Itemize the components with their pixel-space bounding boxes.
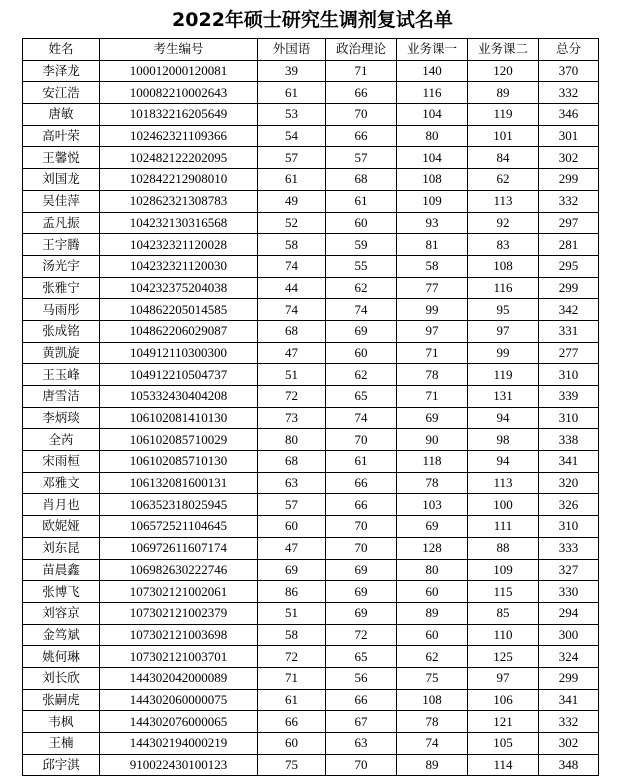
header-total: 总分 [539,39,599,61]
cell-politics: 70 [326,104,397,126]
cell-candidate-id: 104912110300300 [100,342,258,364]
cell-foreign-language: 53 [258,104,326,126]
cell-name: 欧妮娅 [23,516,100,538]
cell-name: 金笃斌 [23,624,100,646]
candidate-table [22,38,599,776]
cell-candidate-id: 104232321120028 [100,234,258,256]
cell-total: 299 [539,169,599,191]
cell-candidate-id: 107302121002061 [100,581,258,603]
cell-name: 高叶荣 [23,125,100,147]
cell-total: 320 [539,472,599,494]
table-row [23,451,599,473]
cell-name: 王楠 [23,733,100,755]
cell-subject-one: 58 [397,255,468,277]
cell-candidate-id: 106102081410130 [100,407,258,429]
table-row [23,125,599,147]
cell-total: 295 [539,255,599,277]
cell-politics: 70 [326,754,397,776]
cell-candidate-id: 102842212908010 [100,169,258,191]
cell-candidate-id: 104912210504737 [100,364,258,386]
table-row [23,646,599,668]
cell-politics: 55 [326,255,397,277]
cell-total: 297 [539,212,599,234]
cell-subject-one: 74 [397,733,468,755]
cell-politics: 69 [326,602,397,624]
cell-politics: 63 [326,733,397,755]
cell-total: 300 [539,624,599,646]
table-row [23,689,599,711]
cell-foreign-language: 47 [258,342,326,364]
cell-subject-two: 100 [468,494,539,516]
cell-subject-two: 119 [468,364,539,386]
cell-subject-one: 69 [397,516,468,538]
cell-candidate-id: 106132081600131 [100,472,258,494]
cell-candidate-id: 144302076000065 [100,711,258,733]
cell-name: 汤光宇 [23,255,100,277]
cell-politics: 67 [326,711,397,733]
cell-subject-one: 89 [397,754,468,776]
header-name: 姓名 [23,39,100,61]
cell-name: 张成铭 [23,320,100,342]
cell-politics: 70 [326,429,397,451]
cell-politics: 66 [326,689,397,711]
table-row [23,407,599,429]
cell-subject-one: 80 [397,559,468,581]
cell-foreign-language: 74 [258,299,326,321]
cell-subject-two: 116 [468,277,539,299]
cell-name: 孟凡振 [23,212,100,234]
cell-name: 宋雨桓 [23,451,100,473]
cell-name: 李泽龙 [23,60,100,82]
cell-candidate-id: 104232375204038 [100,277,258,299]
table-row [23,711,599,733]
cell-name: 张嗣虎 [23,689,100,711]
cell-name: 韦枫 [23,711,100,733]
cell-subject-two: 94 [468,451,539,473]
cell-total: 310 [539,516,599,538]
cell-candidate-id: 106102085710130 [100,451,258,473]
cell-total: 310 [539,407,599,429]
cell-candidate-id: 102482122202095 [100,147,258,169]
cell-politics: 72 [326,624,397,646]
table-row [23,386,599,408]
cell-foreign-language: 69 [258,559,326,581]
cell-candidate-id: 144302194000219 [100,733,258,755]
cell-total: 348 [539,754,599,776]
cell-subject-one: 77 [397,277,468,299]
cell-name: 邱宇淇 [23,754,100,776]
cell-total: 330 [539,581,599,603]
header-subject-two: 业务课二 [468,39,539,61]
cell-subject-two: 110 [468,624,539,646]
cell-subject-one: 103 [397,494,468,516]
cell-candidate-id: 104232130316568 [100,212,258,234]
table-row [23,559,599,581]
cell-foreign-language: 75 [258,754,326,776]
cell-total: 332 [539,190,599,212]
cell-foreign-language: 47 [258,537,326,559]
cell-foreign-language: 63 [258,472,326,494]
cell-subject-one: 69 [397,407,468,429]
cell-name: 刘容京 [23,602,100,624]
cell-foreign-language: 71 [258,667,326,689]
cell-subject-one: 78 [397,364,468,386]
cell-subject-one: 116 [397,82,468,104]
table-row [23,516,599,538]
table-row [23,733,599,755]
cell-politics: 69 [326,581,397,603]
cell-candidate-id: 102862321308783 [100,190,258,212]
cell-subject-two: 84 [468,147,539,169]
cell-total: 301 [539,125,599,147]
cell-subject-two: 101 [468,125,539,147]
cell-foreign-language: 86 [258,581,326,603]
cell-politics: 56 [326,667,397,689]
table-row [23,754,599,776]
cell-candidate-id: 104232321120030 [100,255,258,277]
table-row [23,472,599,494]
cell-subject-one: 71 [397,342,468,364]
cell-subject-two: 97 [468,667,539,689]
table-row [23,190,599,212]
cell-subject-two: 121 [468,711,539,733]
cell-candidate-id: 102462321109366 [100,125,258,147]
cell-foreign-language: 60 [258,733,326,755]
cell-total: 324 [539,646,599,668]
cell-subject-one: 90 [397,429,468,451]
header-subject-one: 业务课一 [397,39,468,61]
cell-total: 331 [539,320,599,342]
cell-total: 341 [539,689,599,711]
cell-subject-one: 109 [397,190,468,212]
table-row [23,494,599,516]
cell-politics: 74 [326,407,397,429]
cell-subject-one: 60 [397,581,468,603]
header-politics: 政治理论 [326,39,397,61]
cell-foreign-language: 51 [258,602,326,624]
cell-politics: 66 [326,125,397,147]
cell-total: 332 [539,82,599,104]
cell-foreign-language: 60 [258,516,326,538]
cell-foreign-language: 73 [258,407,326,429]
cell-politics: 60 [326,342,397,364]
cell-foreign-language: 61 [258,689,326,711]
cell-subject-two: 113 [468,190,539,212]
table-row [23,60,599,82]
cell-candidate-id: 101832216205649 [100,104,258,126]
cell-politics: 66 [326,472,397,494]
cell-politics: 65 [326,646,397,668]
table-row [23,255,599,277]
cell-name: 王玉峰 [23,364,100,386]
cell-name: 苗晨鑫 [23,559,100,581]
cell-candidate-id: 104862206029087 [100,320,258,342]
cell-foreign-language: 61 [258,169,326,191]
cell-subject-two: 109 [468,559,539,581]
cell-total: 370 [539,60,599,82]
table-row [23,147,599,169]
cell-subject-two: 89 [468,82,539,104]
cell-foreign-language: 39 [258,60,326,82]
cell-name: 刘国龙 [23,169,100,191]
table-row [23,234,599,256]
cell-name: 马雨彤 [23,299,100,321]
table-row [23,581,599,603]
cell-candidate-id: 105332430404208 [100,386,258,408]
cell-name: 肖月也 [23,494,100,516]
cell-total: 310 [539,364,599,386]
cell-foreign-language: 68 [258,320,326,342]
cell-candidate-id: 910022430100123 [100,754,258,776]
cell-name: 王馨悦 [23,147,100,169]
cell-subject-one: 81 [397,234,468,256]
cell-subject-two: 92 [468,212,539,234]
cell-subject-two: 119 [468,104,539,126]
cell-candidate-id: 107302121003698 [100,624,258,646]
cell-politics: 66 [326,494,397,516]
cell-candidate-id: 106102085710029 [100,429,258,451]
cell-foreign-language: 49 [258,190,326,212]
cell-total: 333 [539,537,599,559]
cell-name: 张雅宁 [23,277,100,299]
table-row [23,429,599,451]
cell-subject-two: 85 [468,602,539,624]
cell-politics: 68 [326,169,397,191]
cell-subject-two: 94 [468,407,539,429]
cell-name: 安江浩 [23,82,100,104]
cell-subject-one: 108 [397,689,468,711]
cell-candidate-id: 100082210002643 [100,82,258,104]
cell-subject-one: 128 [397,537,468,559]
table-row [23,277,599,299]
cell-subject-two: 131 [468,386,539,408]
cell-subject-two: 113 [468,472,539,494]
cell-name: 刘东昆 [23,537,100,559]
cell-subject-one: 62 [397,646,468,668]
cell-politics: 62 [326,364,397,386]
cell-foreign-language: 58 [258,234,326,256]
cell-subject-one: 71 [397,386,468,408]
table-row [23,624,599,646]
cell-foreign-language: 68 [258,451,326,473]
cell-name: 王宇腾 [23,234,100,256]
cell-politics: 70 [326,537,397,559]
cell-subject-one: 93 [397,212,468,234]
cell-subject-one: 78 [397,472,468,494]
cell-total: 341 [539,451,599,473]
cell-politics: 69 [326,320,397,342]
cell-total: 277 [539,342,599,364]
cell-total: 281 [539,234,599,256]
cell-total: 327 [539,559,599,581]
cell-name: 刘长欣 [23,667,100,689]
cell-foreign-language: 52 [258,212,326,234]
cell-subject-two: 95 [468,299,539,321]
cell-politics: 65 [326,386,397,408]
table-row [23,299,599,321]
cell-foreign-language: 72 [258,386,326,408]
cell-candidate-id: 144302060000075 [100,689,258,711]
document-title: 2022年硕士研究生调剂复试名单 [172,9,453,31]
cell-name: 唐敏 [23,104,100,126]
cell-subject-two: 120 [468,60,539,82]
cell-subject-two: 108 [468,255,539,277]
cell-total: 302 [539,147,599,169]
cell-subject-two: 115 [468,581,539,603]
cell-politics: 70 [326,516,397,538]
cell-politics: 57 [326,147,397,169]
cell-subject-two: 99 [468,342,539,364]
cell-foreign-language: 61 [258,82,326,104]
cell-candidate-id: 106572521104645 [100,516,258,538]
cell-total: 299 [539,667,599,689]
table-row [23,320,599,342]
cell-candidate-id: 107302121002379 [100,602,258,624]
cell-subject-two: 105 [468,733,539,755]
cell-foreign-language: 80 [258,429,326,451]
table-row [23,342,599,364]
cell-politics: 61 [326,190,397,212]
cell-total: 332 [539,711,599,733]
cell-foreign-language: 44 [258,277,326,299]
cell-politics: 71 [326,60,397,82]
cell-candidate-id: 100012000120081 [100,60,258,82]
cell-name: 吴佳萍 [23,190,100,212]
cell-subject-one: 108 [397,169,468,191]
cell-total: 294 [539,602,599,624]
cell-subject-one: 89 [397,602,468,624]
cell-candidate-id: 104862205014585 [100,299,258,321]
cell-subject-two: 83 [468,234,539,256]
cell-total: 302 [539,733,599,755]
cell-subject-one: 80 [397,125,468,147]
cell-subject-one: 104 [397,104,468,126]
cell-foreign-language: 58 [258,624,326,646]
cell-subject-one: 118 [397,451,468,473]
cell-candidate-id: 107302121003701 [100,646,258,668]
cell-subject-two: 125 [468,646,539,668]
cell-politics: 62 [326,277,397,299]
table-row [23,169,599,191]
table-row [23,602,599,624]
cell-total: 342 [539,299,599,321]
header-foreign-language: 外国语 [258,39,326,61]
cell-total: 338 [539,429,599,451]
cell-subject-two: 62 [468,169,539,191]
cell-total: 346 [539,104,599,126]
cell-politics: 74 [326,299,397,321]
cell-total: 326 [539,494,599,516]
cell-name: 全芮 [23,429,100,451]
cell-subject-one: 78 [397,711,468,733]
cell-foreign-language: 74 [258,255,326,277]
cell-subject-one: 75 [397,667,468,689]
cell-subject-two: 97 [468,320,539,342]
table-row [23,212,599,234]
header-candidate-id: 考生编号 [100,39,258,61]
cell-politics: 61 [326,451,397,473]
cell-total: 299 [539,277,599,299]
cell-name: 邓雅文 [23,472,100,494]
cell-foreign-language: 66 [258,711,326,733]
cell-subject-one: 60 [397,624,468,646]
cell-name: 唐雪洁 [23,386,100,408]
cell-subject-one: 97 [397,320,468,342]
cell-candidate-id: 144302042000089 [100,667,258,689]
cell-subject-two: 114 [468,754,539,776]
cell-politics: 66 [326,82,397,104]
table-row [23,364,599,386]
cell-subject-two: 111 [468,516,539,538]
cell-candidate-id: 106352318025945 [100,494,258,516]
cell-subject-one: 99 [397,299,468,321]
cell-politics: 60 [326,212,397,234]
cell-candidate-id: 106982630222746 [100,559,258,581]
cell-politics: 59 [326,234,397,256]
cell-name: 张博飞 [23,581,100,603]
cell-total: 339 [539,386,599,408]
cell-subject-two: 88 [468,537,539,559]
cell-name: 黄凯旋 [23,342,100,364]
header-row [23,39,599,61]
cell-foreign-language: 57 [258,494,326,516]
cell-subject-one: 140 [397,60,468,82]
cell-foreign-language: 57 [258,147,326,169]
table-row [23,667,599,689]
cell-subject-two: 106 [468,689,539,711]
table-row [23,82,599,104]
cell-subject-one: 104 [397,147,468,169]
cell-foreign-language: 51 [258,364,326,386]
cell-foreign-language: 72 [258,646,326,668]
table-row [23,104,599,126]
cell-politics: 69 [326,559,397,581]
table-row [23,537,599,559]
cell-foreign-language: 54 [258,125,326,147]
cell-name: 姚何琳 [23,646,100,668]
cell-subject-two: 98 [468,429,539,451]
cell-name: 李炳琰 [23,407,100,429]
cell-candidate-id: 106972611607174 [100,537,258,559]
